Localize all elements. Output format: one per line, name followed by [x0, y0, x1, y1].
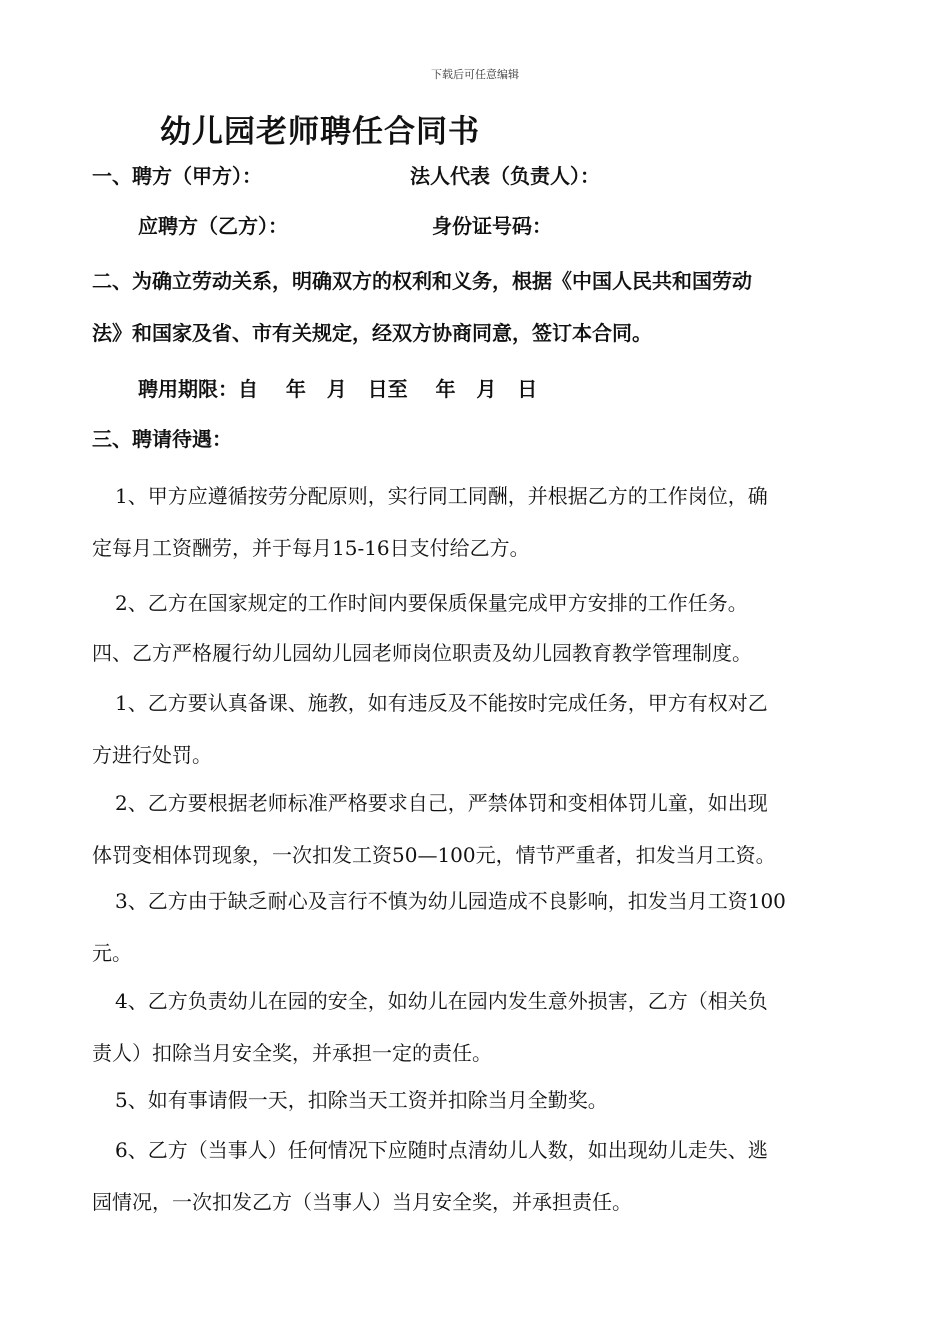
- section-4-item-line: 方进行处罚。: [92, 743, 212, 767]
- section-3-item-1-line: 定每月工资酬劳，并于每月15-16日支付给乙方。: [92, 536, 530, 560]
- section-4-item-line: 1、乙方要认真备课、施教，如有违反及不能按时完成任务，甲方有权对乙: [115, 691, 768, 715]
- section-4-item-line: 2、乙方要根据老师标准严格要求自己，严禁体罚和变相体罚儿童，如出现: [115, 791, 768, 815]
- section-4-item-line: 体罚变相体罚现象，一次扣发工资50—100元，情节严重者，扣发当月工资。: [92, 843, 776, 867]
- employee-label: 应聘方（乙方）：: [138, 214, 288, 238]
- section-4-heading: 四、乙方严格履行幼儿园幼儿园老师岗位职责及幼儿园教育教学管理制度。: [92, 641, 752, 665]
- section-3-heading: 三、聘请待遇：: [92, 427, 232, 451]
- legal-rep-label: 法人代表（负责人）：: [410, 164, 600, 188]
- section-4-item-3: [92, 888, 860, 992]
- section-4-item-line: 责人）扣除当月安全奖，并承担一定的责任。: [92, 1041, 492, 1065]
- section-4-item-line: 3、乙方由于缺乏耐心及言行不慎为幼儿园造成不良影响，扣发当月工资100: [115, 889, 786, 913]
- section-3-item-2: 2、乙方在国家规定的工作时间内要保质保量完成甲方安排的工作任务。: [115, 591, 748, 615]
- section-4-item-1: [92, 690, 860, 794]
- header-note: 下载后可任意编辑: [431, 68, 519, 81]
- id-number-label: 身份证号码：: [432, 214, 552, 238]
- section-4-item-line: 6、乙方（当事人）任何情况下应随时点清幼儿人数，如出现幼儿走失、逃: [115, 1138, 768, 1162]
- section-2-paragraph: [92, 268, 862, 372]
- document-title: 幼儿园老师聘任合同书: [160, 114, 480, 150]
- section-4-item-line: 4、乙方负责幼儿在园的安全，如幼儿在园内发生意外损害，乙方（相关负: [115, 989, 768, 1013]
- section-3-item-1-line: 1、甲方应遵循按劳分配原则，实行同工同酬，并根据乙方的工作岗位，确: [115, 484, 768, 508]
- section-4-item-line: 园情况，一次扣发乙方（当事人）当月安全奖，并承担责任。: [92, 1190, 632, 1214]
- employer-label: 一、聘方（甲方）：: [92, 164, 262, 188]
- section-2-line: 二、为确立劳动关系，明确双方的权利和义务，根据《中国人民共和国劳动: [92, 269, 752, 293]
- section-4-item-line: 元。: [92, 941, 132, 965]
- section-4-item-6: [92, 1137, 860, 1241]
- section-4-item-5: 5、如有事请假一天，扣除当天工资并扣除当月全勤奖。: [115, 1088, 608, 1112]
- section-3-item-1: [92, 483, 860, 587]
- employment-term: 聘用期限：自 年 月 日至 年 月 日: [138, 377, 538, 401]
- section-4-item-4: [92, 988, 860, 1092]
- section-4-item-2: [92, 790, 860, 894]
- section-2-line: 法》和国家及省、市有关规定，经双方协商同意，签订本合同。: [92, 321, 652, 345]
